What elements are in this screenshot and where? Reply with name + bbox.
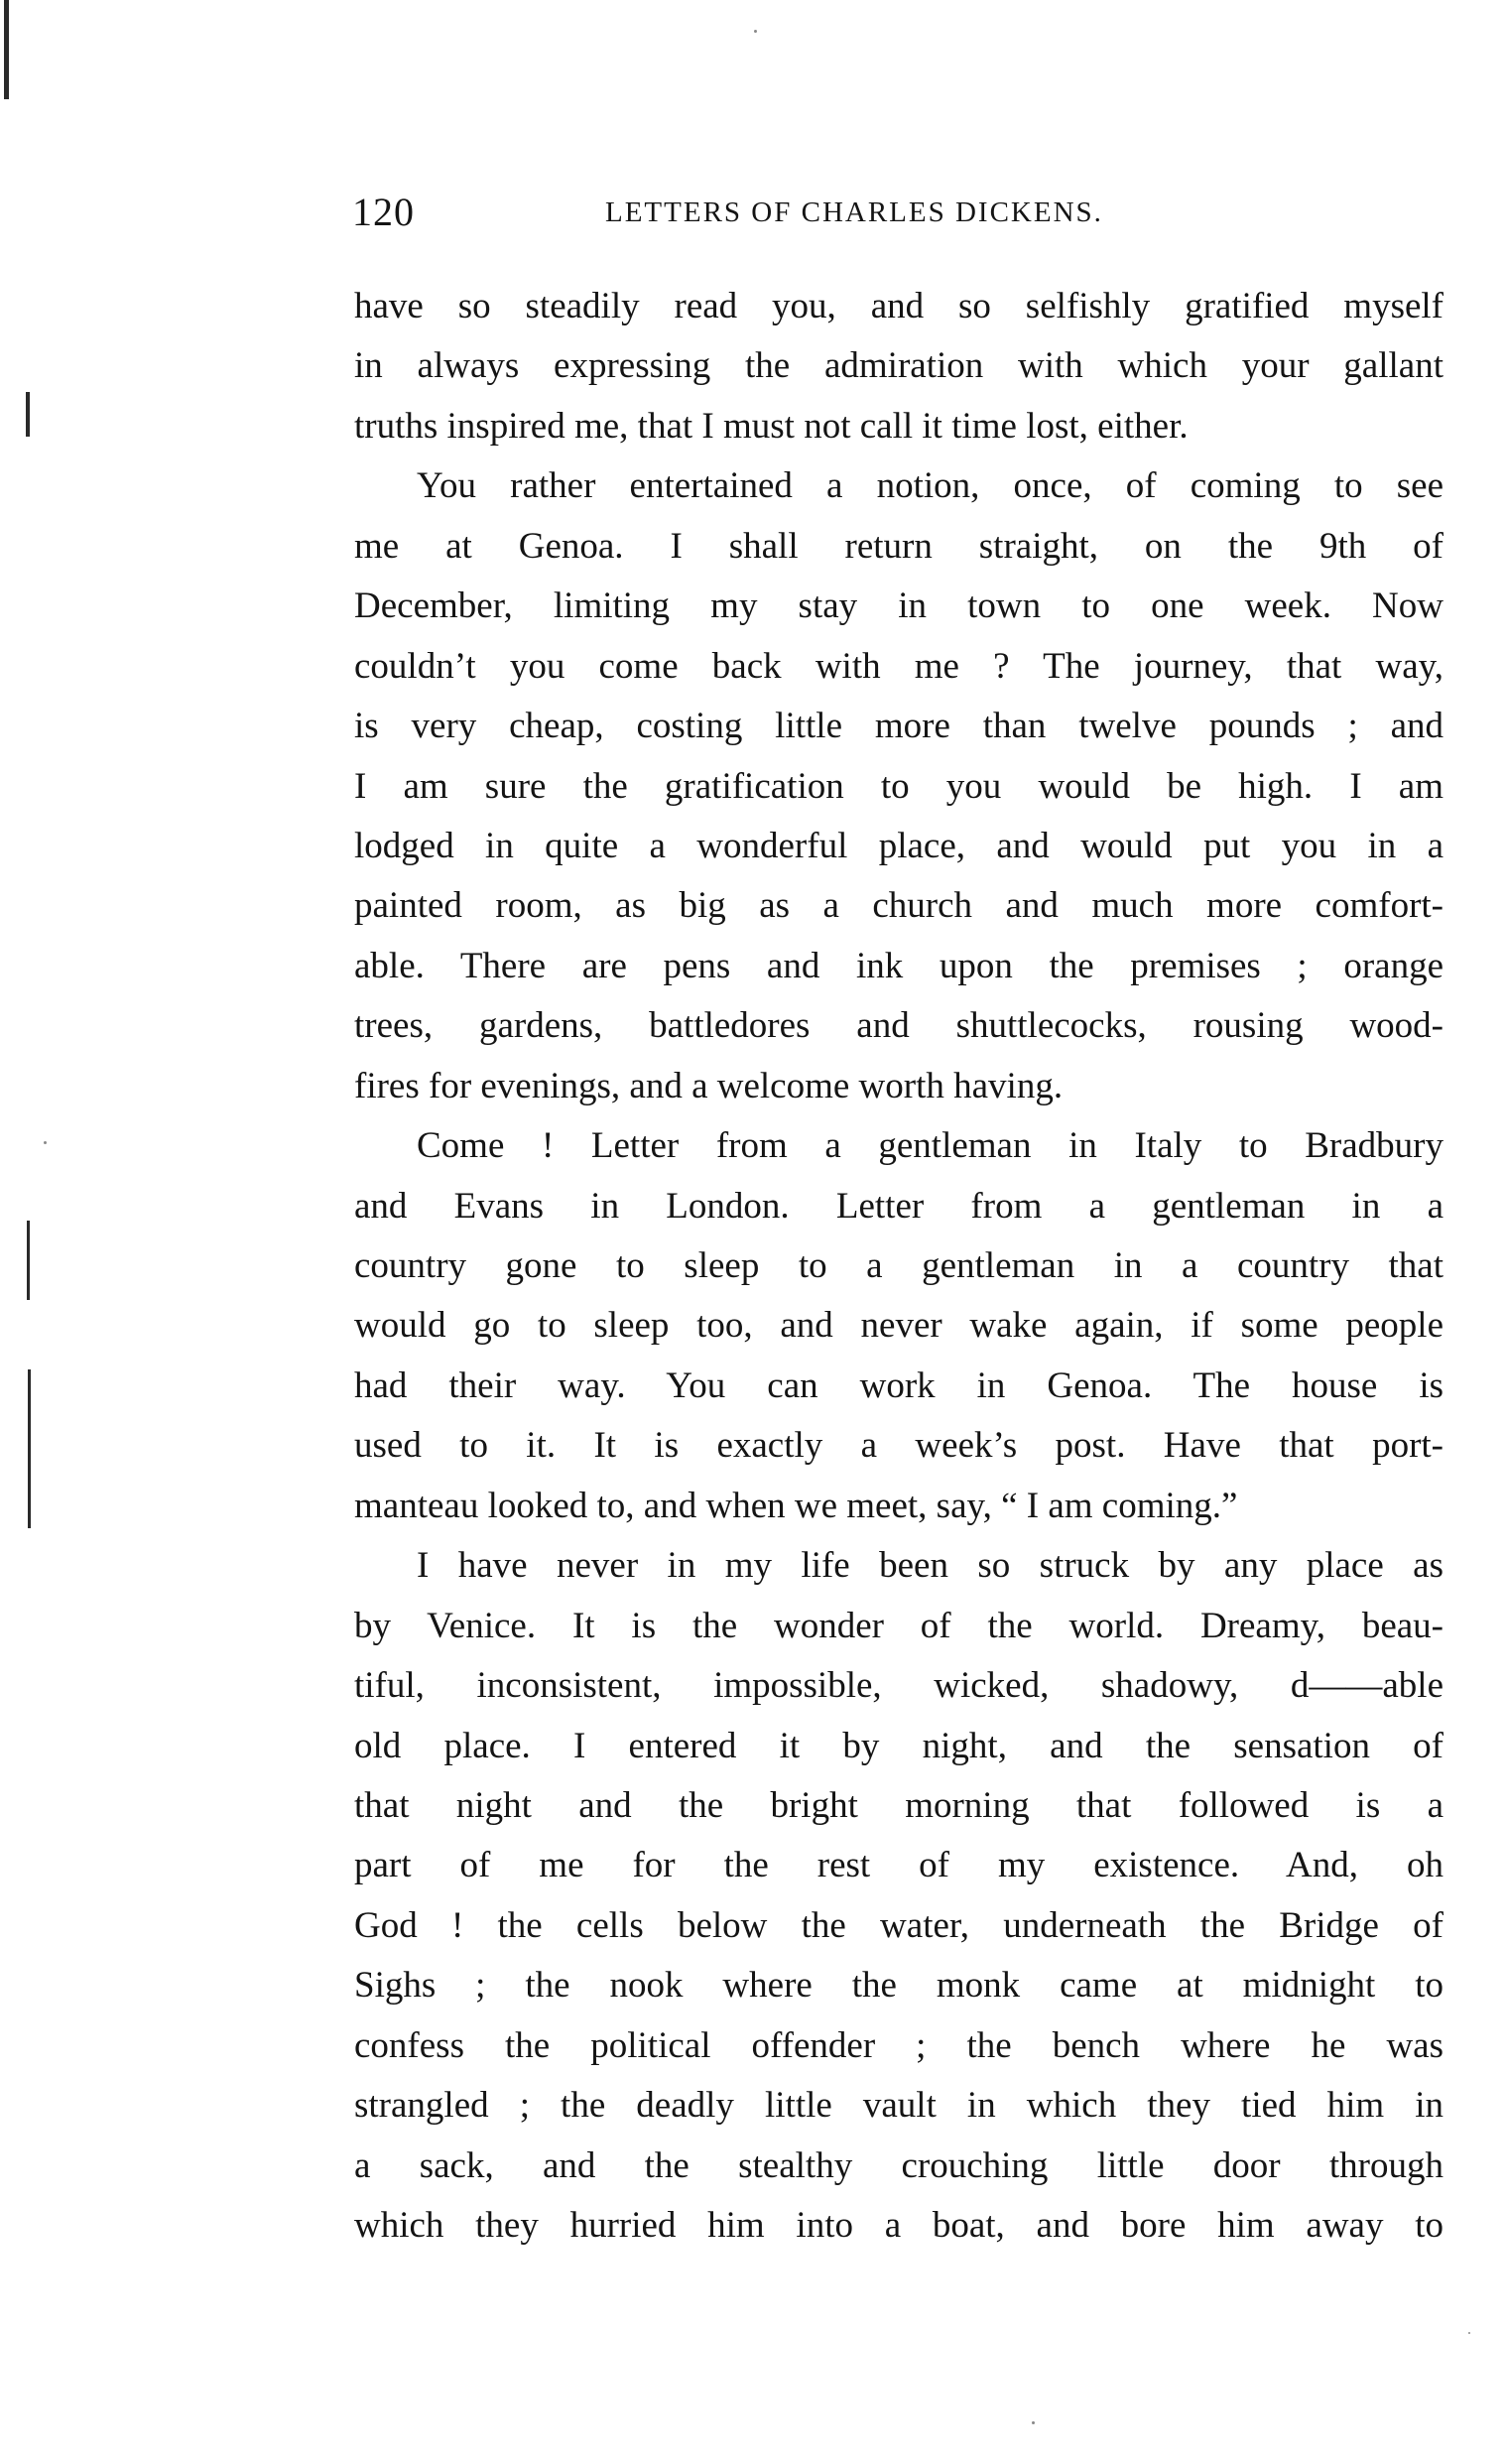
text-line: manteau looked to, and when we meet, say, “ I am coming.” [354, 1485, 1238, 1526]
text-line: fires for evenings, and a welcome worth having. [354, 1065, 1064, 1106]
text-line: December, limiting my stay in town to one week. Now [354, 585, 1443, 627]
text-line: able. There are pens and ink upon the premises ; orange [354, 945, 1443, 986]
text-line: by Venice. It is the wonder of the world. Dreamy, beau- [354, 1605, 1443, 1646]
scan-edge-mark [26, 392, 30, 437]
text-line: part of me for the rest of my existence. And, oh [354, 1845, 1443, 1886]
text-line: strangled ; the deadly little vault in which they tied him in [354, 2085, 1443, 2127]
running-head: LETTERS OF CHARLES DICKENS. [605, 196, 1103, 228]
text-line: God ! the cells below the water, underneath the Bridge of [354, 1904, 1443, 1946]
text-line: in always expressing the admiration with which your gallant [354, 345, 1443, 387]
text-line: confess the political offender ; the bench where he was [354, 2024, 1443, 2066]
text-line: which they hurried him into a boat, and bore him away to [354, 2205, 1443, 2246]
text-line: would go to sleep too, and never wake again, if some people [354, 1305, 1443, 1347]
page-number: 120 [352, 190, 415, 234]
text-line: have so steadily read you, and so selfishly gratified myself [354, 286, 1443, 326]
text-line: You rather entertained a notion, once, of coming to see [417, 465, 1443, 507]
text-line: I am sure the gratification to you would be high. I am [354, 765, 1443, 807]
text-line: painted room, as big as a church and much more comfort- [354, 885, 1443, 927]
text-line: I have never in my life been so struck by any place as [417, 1545, 1443, 1587]
scan-edge-mark [4, 0, 9, 99]
text-line: a sack, and the stealthy crouching little door through [354, 2144, 1443, 2186]
text-line: me at Genoa. I shall return straight, on the 9th of [354, 525, 1443, 567]
text-line: Sighs ; the nook where the monk came at midnight to [354, 1965, 1443, 2007]
text-line: tiful, inconsistent, impossible, wicked, shadowy, d——able [354, 1665, 1443, 1707]
text-line: couldn’t you come back with me ? The journey, that way, [354, 645, 1443, 687]
text-line: old place. I entered it by night, and the sensation of [354, 1725, 1443, 1766]
text-line: and Evans in London. Letter from a gentleman in a [354, 1185, 1443, 1227]
text-line: trees, gardens, battledores and shuttlecocks, rousing wood- [354, 1005, 1443, 1047]
text-line: used to it. It is exactly a week’s post. Have that port- [354, 1425, 1443, 1467]
text-line: had their way. You can work in Genoa. The house is [354, 1364, 1443, 1406]
body-text [354, 277, 1443, 2256]
text-line: lodged in quite a wonderful place, and would put you in a [354, 825, 1443, 866]
text-line: is very cheap, costing little more than twelve pounds ; and [354, 706, 1443, 747]
text-line: truths inspired me, that I must not call it time lost, either. [354, 405, 1189, 447]
text-line: country gone to sleep to a gentleman in a country that [354, 1245, 1443, 1286]
text-line: that night and the bright morning that followed is a [354, 1784, 1443, 1826]
scan-edge-mark [28, 1369, 31, 1528]
scan-edge-mark [27, 1221, 30, 1300]
page-header [352, 189, 1443, 248]
text-line: Come ! Letter from a gentleman in Italy to Bradbury [417, 1125, 1443, 1167]
